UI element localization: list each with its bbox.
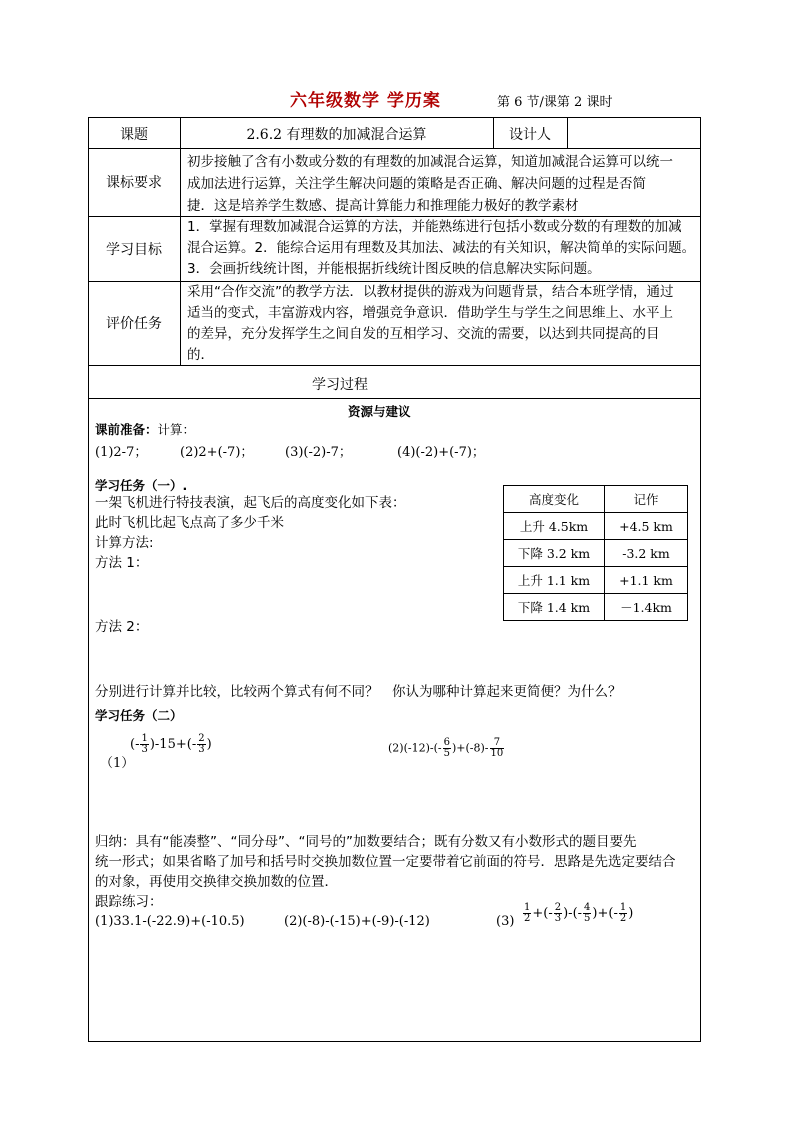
altitude-table bbox=[503, 485, 688, 621]
table-cell: 下降 3.2 km bbox=[504, 540, 605, 567]
goal-line: 混合运算。2．能综合运用有理数及其加法、减法的有关知识，解决简单的实际问题。 bbox=[187, 240, 696, 256]
task1-line: 此时飞机比起飞点高了多少千米 bbox=[95, 515, 284, 531]
evaluation-line: 的差异，充分发挥学生之间自发的互相学习、交流的需要，以达到共同提高的目 bbox=[187, 326, 660, 342]
evaluation-line: 适当的变式，丰富游戏内容，增强竞争意识．借助学生与学生之间思维上、水平上 bbox=[187, 305, 673, 321]
prep-item: (3)(-2)-7； bbox=[285, 445, 352, 460]
numerator: 7 bbox=[490, 738, 505, 749]
goals-label: 学习目标 bbox=[106, 242, 162, 258]
table-cell: 上升 4.5km bbox=[504, 513, 605, 540]
expr-part: (- bbox=[130, 737, 140, 752]
topic-label: 课题 bbox=[120, 127, 148, 143]
task1-title: 学习任务（一）. bbox=[95, 478, 188, 493]
expr-part: )-15+(- bbox=[149, 737, 197, 752]
denominator: 3 bbox=[554, 913, 562, 924]
curriculum-line: 初步接触了含有小数或分数的有理数的加减混合运算，知道加减混合运算可以统一 bbox=[187, 154, 673, 170]
practice-3-label: (3) bbox=[496, 914, 515, 929]
prep-item: (2)2+(-7)； bbox=[180, 445, 254, 460]
numerator: 4 bbox=[584, 902, 591, 913]
column-divider bbox=[567, 117, 568, 148]
evaluation-line: 的． bbox=[187, 347, 214, 363]
prep-item: (4)(-2)+(-7)； bbox=[397, 445, 485, 460]
table-row bbox=[504, 540, 688, 567]
expression-2 bbox=[388, 738, 505, 759]
prep-text: 计算： bbox=[157, 422, 196, 437]
expr1-label: （1） bbox=[100, 756, 135, 771]
topic-value: 2.6.2 有理数的加减混合运算 bbox=[246, 127, 427, 143]
table-header: 记作 bbox=[605, 486, 688, 513]
fraction bbox=[197, 734, 205, 755]
expr-part: +(- bbox=[532, 906, 553, 921]
goals-text bbox=[187, 217, 697, 280]
expr-part: )+(-8)- bbox=[451, 741, 489, 755]
method2-label: 方法 2： bbox=[95, 619, 149, 635]
summary-line: 的对象，再使用交换律交换加数的位置． bbox=[95, 874, 338, 890]
table-row bbox=[504, 567, 688, 594]
practice-3 bbox=[522, 903, 633, 924]
prep-item: (1)2-7； bbox=[95, 445, 148, 460]
row-divider bbox=[88, 398, 701, 399]
practice-1: (1)33.1-(-22.9)+(-10.5) bbox=[95, 914, 245, 929]
compare-question: 分别进行计算并比较，比较两个算式有何不同？ 你认为哪种计算起来更简便？为什么？ bbox=[95, 684, 622, 700]
practice-title: 跟踪练习： bbox=[95, 894, 163, 910]
denominator: 2 bbox=[619, 913, 627, 924]
numerator: 2 bbox=[198, 733, 205, 744]
fraction bbox=[583, 903, 591, 924]
task1-text bbox=[95, 493, 406, 573]
lesson-number: 第 6 节/课第 2 课时 bbox=[497, 95, 613, 110]
evaluation-line: 采用“合作交流”的教学方法．以教材提供的游戏为问题背景，结合本班学情，通过 bbox=[187, 284, 674, 300]
numerator: 1 bbox=[141, 733, 148, 744]
document-title: 六年级数学 学历案 bbox=[290, 91, 441, 111]
denominator: 3 bbox=[141, 744, 148, 755]
curriculum-text bbox=[187, 151, 697, 217]
table-header: 高度变化 bbox=[504, 486, 605, 513]
evaluation-label: 评价任务 bbox=[106, 316, 162, 332]
table-cell: 下降 1.4 km bbox=[504, 594, 605, 621]
expr-part: (2)(-12)-(- bbox=[388, 741, 442, 755]
denominator: 5 bbox=[443, 748, 450, 759]
table-cell: +4.5 km bbox=[605, 513, 688, 540]
task2-title: 学习任务（二） bbox=[95, 708, 183, 723]
curriculum-line: 捷．这是培养学生数感、提高计算能力和推理能力极好的教学素材 bbox=[187, 198, 579, 214]
prep-label: 课前准备： bbox=[95, 422, 158, 437]
task1-line: 计算方法: bbox=[95, 535, 154, 551]
numerator: 6 bbox=[443, 737, 450, 748]
fraction bbox=[619, 903, 627, 924]
fraction bbox=[443, 738, 451, 759]
task1-line: 方法 1： bbox=[95, 555, 149, 571]
denominator: 3 bbox=[198, 744, 205, 755]
practice-2: (2)(-8)-(-15)+(-9)-(-12) bbox=[284, 914, 430, 929]
numerator: 1 bbox=[524, 902, 531, 913]
fraction bbox=[554, 903, 562, 924]
table-cell: 上升 1.1 km bbox=[504, 567, 605, 594]
summary-line: 归纳：具有“能凑整”、“同分母”、“同号的”加数要结合；既有分数又有小数形式的题目要先 bbox=[95, 834, 637, 850]
table-row bbox=[504, 486, 688, 513]
table-row bbox=[504, 594, 688, 621]
fraction bbox=[523, 903, 531, 924]
table-cell: +1.1 km bbox=[605, 567, 688, 594]
denominator: 10 bbox=[490, 748, 504, 759]
evaluation-text bbox=[187, 282, 697, 366]
fraction bbox=[490, 738, 505, 759]
expr-part: )+(- bbox=[592, 906, 618, 921]
summary-line: 统一形式；如果省略了加号和括号时交换加数位置一定要带着它前面的符号．思路是先选定要结合 bbox=[95, 854, 676, 870]
expr-part: )-(- bbox=[563, 906, 583, 921]
curriculum-line: 成加法进行运算，关注学生解决问题的策略是否正确、解决问题的过程是否简 bbox=[187, 176, 646, 192]
designer-label: 设计人 bbox=[509, 127, 551, 143]
curriculum-label: 课标要求 bbox=[106, 175, 162, 191]
prep-line bbox=[95, 420, 195, 438]
table-cell: －1.4km bbox=[605, 594, 688, 621]
denominator: 5 bbox=[584, 913, 591, 924]
fraction bbox=[140, 734, 148, 755]
expression-1 bbox=[130, 734, 212, 755]
goal-line: 3．会画折线统计图，并能根据折线统计图反映的信息解决实际问题。 bbox=[187, 261, 601, 277]
table-row bbox=[504, 513, 688, 540]
numerator: 2 bbox=[554, 902, 562, 913]
table-cell: -3.2 km bbox=[605, 540, 688, 567]
resources-title: 资源与建议 bbox=[348, 404, 411, 419]
task1-line: 一架飞机进行特技表演，起飞后的高度变化如下表： bbox=[95, 495, 406, 511]
expr-part: ) bbox=[628, 906, 634, 921]
process-label: 学习过程 bbox=[312, 377, 368, 393]
numerator: 1 bbox=[619, 902, 627, 913]
goal-line: 1．掌握有理数加减混合运算的方法，并能熟练进行包括小数或分数的有理数的加减 bbox=[187, 219, 682, 235]
denominator: 2 bbox=[524, 913, 531, 924]
column-divider bbox=[180, 117, 181, 365]
summary-text bbox=[95, 832, 700, 892]
expr-part: ) bbox=[206, 737, 212, 752]
